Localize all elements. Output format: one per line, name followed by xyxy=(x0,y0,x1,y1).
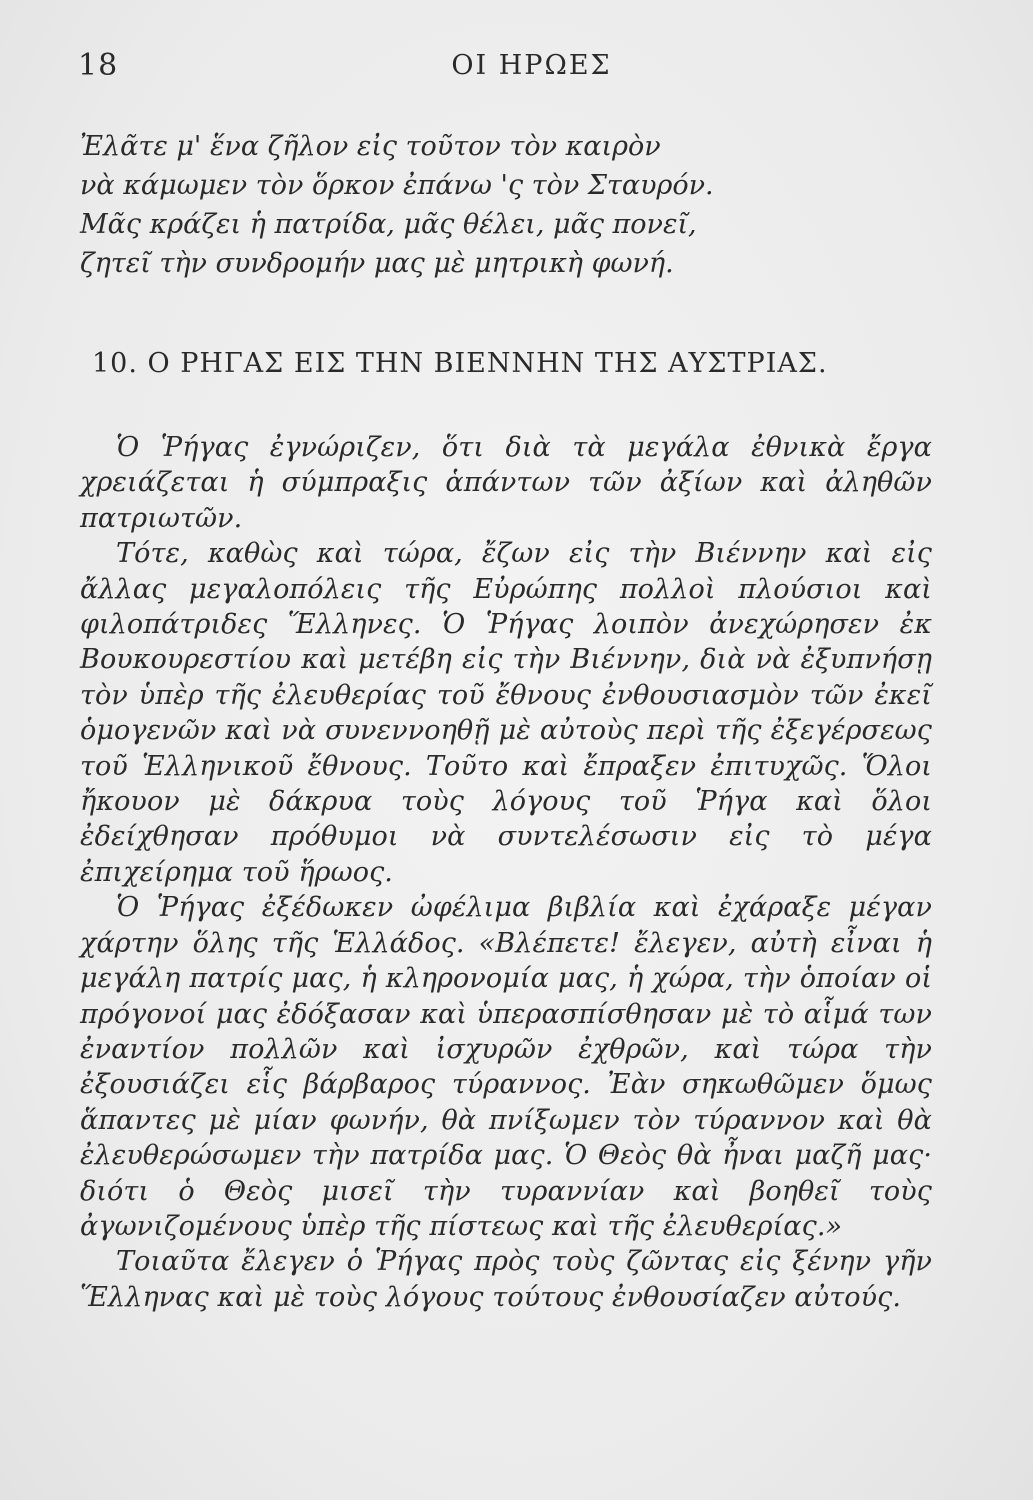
paragraph: Ὁ Ῥήγας ἐξέδωκεν ὠφέλιμα βιβλία καὶ ἐχάραξε μέγαν χάρτην ὅλης τῆς Ἑλλάδος. «Βλέπετε! ἔλεγεν, αὐτὴ εἶναι ἡ μεγάλη πατρίς μας, ἡ κληρονομία μας, ἡ χώρα, τὴν ὁποίαν οἱ πρόγονοί μας ἐδόξασαν καὶ ὑπερασπίσθησαν μὲ τὸ αἷμά των ἐναντίον πολλῶν καὶ ἰσχυρῶν ἐχθρῶν, καὶ τώρα τὴν ἐξουσιάζει εἷς βάρβαρος τύραννος. Ἐὰν σηκωθῶμεν ὅμως ἅπαντες μὲ μίαν φωνήν, θὰ πνίξωμεν τὸν τύραννον καὶ θὰ ἐλευθερώσωμεν τὴν πατρίδα μας. Ὁ Θεὸς θὰ ἦναι μαζῆ μας· διότι ὁ Θεὸς μισεῖ τὴν τυραννίαν καὶ βοηθεῖ τοὺς ἀγωνιζομένους ὑπὲρ τῆς πίστεως καὶ τῆς ἐλευθερίας.» xyxy=(80,892,932,1242)
paragraph: Ὁ Ῥήγας ἐγνώριζεν, ὅτι διὰ τὰ μεγάλα ἐθνικὰ ἔργα χρειάζεται ἡ σύμπραξις ἁπάντων τῶν ἀξίων καὶ ἀληθῶν πατριωτῶν. xyxy=(80,432,932,534)
section-heading: 10. Ο ΡΗΓΑΣ ΕΙΣ ΤΗΝ ΒΙΕΝΝΗΝ ΤΗΣ ΑΥΣΤΡΙΑΣ. xyxy=(92,348,828,379)
page-header xyxy=(78,48,955,88)
poem-line: ζητεῖ τὴν συνδρομήν μας μὲ μητρικὴ φωνή. xyxy=(80,248,674,279)
paragraph: Τοιαῦτα ἔλεγεν ὁ Ῥήγας πρὸς τοὺς ζῶντας εἰς ξένην γῆν Ἕλληνας καὶ μὲ τοὺς λόγους τούτους ἐνθουσίαζεν αὐτούς. xyxy=(80,1246,932,1313)
poem-line: νὰ κάμωμεν τὸν ὅρκον ἐπάνω 'ς τὸν Σταυρόν. xyxy=(80,170,714,201)
poem-line: Μᾶς κράζει ἡ πατρίδα, μᾶς θέλει, μᾶς πονεῖ, xyxy=(80,209,697,240)
running-title: ΟΙ ΗΡΩΕΣ xyxy=(451,50,612,81)
body-text xyxy=(80,430,932,1315)
paragraph: Τότε, καθὼς καὶ τώρα, ἔζων εἰς τὴν Βιέννην καὶ εἰς ἄλλας μεγαλοπόλεις τῆς Εὐρώπης πολλοὶ πλούσιοι καὶ φιλοπάτριδες Ἕλληνες. Ὁ Ῥήγας λοιπὸν ἀνεχώρησεν ἐκ Βουκουρεστίου καὶ μετέβη εἰς τὴν Βιέννην, διὰ νὰ ἐξυπνήσῃ τὸν ὑπὲρ τῆς ἐλευθερίας τοῦ ἔθνους ἐνθουσιασμὸν τῶν ἐκεῖ ὁμογενῶν καὶ νὰ συνεννοηθῇ μὲ αὐτοὺς περὶ τῆς ἐξεγέρσεως τοῦ Ἑλληνικοῦ ἔθνους. Τοῦτο καὶ ἔπραξεν ἐπιτυχῶς. Ὅλοι ἤκουον μὲ δάκρυα τοὺς λόγους τοῦ Ῥήγα καὶ ὅλοι ἐδείχθησαν πρόθυμοι νὰ συντελέσωσιν εἰς τὸ μέγα ἐπιχείρημα τοῦ ἥρωος. xyxy=(80,538,932,888)
poem-stanza xyxy=(80,127,940,283)
poem-line: Ἐλᾶτε μ' ἕνα ζῆλον εἰς τοῦτον τὸν καιρὸν xyxy=(80,131,661,162)
page-number: 18 xyxy=(78,48,119,83)
